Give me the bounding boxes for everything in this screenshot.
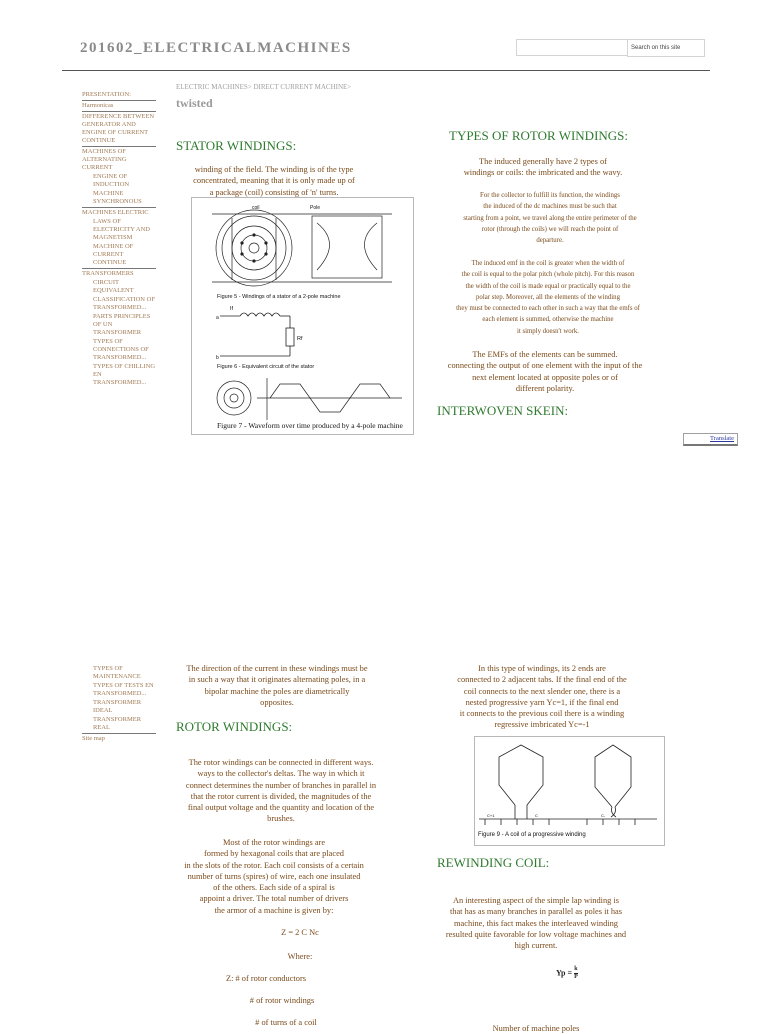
yp-denominator: P <box>574 974 578 980</box>
sidebar-item[interactable]: ENGINE OF INDUCTION <box>93 173 130 188</box>
def-z: Z: # of rotor conductors <box>225 974 306 983</box>
text-line: The direction of the current in these windings must be <box>186 664 368 673</box>
formula: Z = 2 C Nc <box>281 928 319 937</box>
sidebar-item[interactable]: TRANSFORMERS <box>82 268 156 279</box>
sidebar-nav-lower <box>82 665 156 744</box>
stator-heading: STATOR WINDINGS: <box>176 138 297 153</box>
text-line: resulted quite favorable for low voltage machines and <box>445 929 627 939</box>
text-line: it simply doesn't work. <box>516 327 580 335</box>
sidebar-item[interactable]: MACHINES ELECTRIC <box>82 207 156 218</box>
text-line: rotor (through the coils) we will reach the point of <box>481 225 619 233</box>
text-line: ways to the collector's deltas. The way in which it <box>197 769 365 779</box>
rewinding-heading: REWINDING COIL: <box>437 855 550 870</box>
sidebar-item[interactable]: MACHINES OF ALTERNATING CURRENT <box>82 146 156 173</box>
sidebar-nav <box>82 91 156 388</box>
direction-paragraph <box>176 663 378 708</box>
def-c: # of rotor windings <box>249 996 315 1005</box>
text-line: windings or coils: the imbricated and the wavy. <box>463 168 623 178</box>
site-title[interactable]: 201602_ELECTRICALMACHINES <box>80 40 352 56</box>
fig9-cm-label: C- <box>601 813 606 818</box>
stator-diagram <box>192 198 413 434</box>
rf-label: Rf <box>297 336 303 342</box>
fig7-caption: Figure 7 - Waveform over time produced by a 4-pole machine <box>217 421 403 430</box>
text-line: next element located at opposite poles or of <box>472 372 618 382</box>
fig5-caption: Figure 5 - Windings of a stator of a 2-pole machine <box>217 294 341 300</box>
sidebar-item[interactable]: TYPES OF TESTS EN TRANSFORMED... <box>93 682 154 697</box>
sidebar-item[interactable]: PARTS PRINCIPLES OF UN TRANSFORMER <box>93 313 151 336</box>
stator-figures <box>191 197 414 435</box>
text-line: that the rotor current is divided, the magnitudes of the <box>190 791 372 801</box>
sidebar-item[interactable]: MACHINE OF CURRENT CONTINUE <box>93 243 134 266</box>
text-line: the width of the coil is made equal or practically equal to the <box>465 282 631 290</box>
sidebar-item[interactable]: Harmonicas <box>82 100 156 111</box>
lap-paragraph <box>436 663 648 731</box>
def-nc: # of turns of a coil <box>255 1018 317 1027</box>
search-button[interactable]: Search on this site <box>627 39 705 57</box>
text-line: winding of the field. The winding is of the type <box>194 165 354 174</box>
text-line: The rotor windings can be connected in different ways. <box>188 758 374 767</box>
text-line: formed by hexagonal coils that are placed <box>204 849 344 859</box>
fig9-c1-label: C+1 <box>487 813 495 818</box>
text-line: it connects to the previous coil there is a winding <box>459 709 625 719</box>
sidebar-item[interactable]: PRESENTATION: <box>82 91 131 98</box>
pole-label: Pole <box>310 205 321 211</box>
fig9-caption: Figure 9 - A coil of a progressive winding <box>478 832 586 838</box>
text-line: coil connects to the next slender one, there is a <box>463 686 621 696</box>
sidebar-item[interactable]: TRANSFORMER REAL <box>93 716 142 731</box>
text-line: departure. <box>536 237 564 245</box>
text-line: The induced emf in the coil is greater when the width of <box>471 260 625 267</box>
where-label: Where: <box>287 952 313 961</box>
if-label: If <box>230 306 234 312</box>
text-line: machine, this fact makes the interleaved winding <box>454 918 618 928</box>
fig9-c-label: C <box>535 813 538 818</box>
rewinding-paragraph <box>436 895 636 951</box>
text-line: the armor of a machine is given by: <box>214 905 334 915</box>
text-line: high current. <box>514 941 558 951</box>
sidebar-item[interactable]: LAWS OF ELECTRICITY AND MAGNETISM <box>93 218 150 241</box>
text-line: connecting the output of one element with the input of the <box>447 361 643 371</box>
progressive-coil-diagram <box>475 737 664 845</box>
terminal-b: b <box>216 355 219 361</box>
sidebar-item[interactable]: TRANSFORMER IDEAL <box>93 699 142 714</box>
text-line: different polarity. <box>515 383 575 393</box>
text-line: concentrated, meaning that it is only made up of <box>193 176 355 186</box>
stator-paragraph <box>176 164 372 198</box>
yp-formula <box>556 966 578 981</box>
text-line: In this type of windings, its 2 ends are <box>478 664 606 673</box>
search-input[interactable] <box>516 39 628 56</box>
text-line: connected to 2 adjacent tabs. If the final end of the <box>457 675 627 685</box>
text-line: a package (coil) consisting of 'n' turns. <box>209 187 339 197</box>
sidebar-item[interactable]: TYPES OF CONNECTIONS OF TRANSFORMED... <box>93 338 149 361</box>
text-line: bipolar machine the poles are diametrically <box>204 686 350 696</box>
types-paragraph-3 <box>436 258 660 337</box>
types-paragraph-4 <box>437 349 653 394</box>
yp-lhs: Yp = <box>556 968 573 978</box>
text-line: brushes. <box>267 814 295 824</box>
text-line: of the others. Each side of a spiral is <box>213 883 335 893</box>
text-line: final output voltage and the quantity and location of the <box>187 803 375 813</box>
types-paragraph-1 <box>437 156 649 179</box>
interwoven-heading: INTERWOVEN SKEIN: <box>437 403 569 418</box>
text-line: An interesting aspect of the simple lap winding is <box>452 896 620 905</box>
terminal-a: a <box>216 315 219 321</box>
sidebar-item[interactable]: CIRCUIT EQUIVALENT <box>93 279 134 294</box>
text-line: the coil is equal to the polar pitch (whole pitch). For this reason <box>461 271 635 279</box>
text-line: they must be connected to each other in such a way that the emfs of <box>456 305 640 313</box>
text-line: connect determines the number of branches in parallel in <box>185 780 377 790</box>
text-line: nested progressive yarn Yc=1, if the final end <box>465 697 619 707</box>
text-line: in such a way that it originates alternating poles, in a <box>188 675 366 685</box>
text-line: appoint a driver. The total number of drivers <box>199 894 349 904</box>
page-title: twisted <box>176 96 213 110</box>
sidebar-item[interactable]: Site map <box>82 733 156 744</box>
types-paragraph-2 <box>437 190 663 246</box>
text-line: regressive imbricated Yc=-1 <box>494 720 590 730</box>
yp-numerator: k <box>574 966 578 972</box>
text-line: For the collector to fulfill its function, the windings <box>480 192 620 199</box>
translate-button[interactable]: Translate <box>683 433 738 446</box>
sidebar-item[interactable]: CLASSIFICATION OF TRANSFORMED... <box>93 296 155 311</box>
text-line: opposites. <box>260 697 294 707</box>
text-line: The induced generally have 2 types of <box>479 157 607 166</box>
coil-label: coil <box>252 205 260 211</box>
text-line: the induced of the dc machines must be such that <box>483 203 617 211</box>
text-line: polar step. Moreover, all the elements of the winding <box>476 293 620 301</box>
text-line: each element is summed, otherwise the machine <box>482 316 614 324</box>
rotor-paragraph-2 <box>172 837 376 916</box>
sidebar-item[interactable]: TYPES OF CHILLING EN TRANSFORMED... <box>93 363 156 386</box>
sidebar-item[interactable]: TYPES OF MAINTENANCE <box>93 665 141 680</box>
sidebar-item[interactable]: MACHINE SYNCHRONOUS <box>93 190 142 205</box>
rotor-heading: ROTOR WINDINGS: <box>176 719 293 734</box>
header-divider <box>62 70 710 71</box>
fig6-caption: Figure 6 - Equivalent circuit of the stator <box>217 364 315 370</box>
rotor-paragraph-1 <box>174 757 388 825</box>
text-line: Most of the rotor windings are <box>222 838 326 847</box>
breadcrumb[interactable]: ELECTRIC MACHINES> DIRECT CURRENT MACHINE> <box>176 83 352 91</box>
text-line: starting from a point, we travel along the entire perimeter of the <box>463 214 637 222</box>
text-line: that has as many branches in parallel as poles it has <box>449 907 623 917</box>
text-line: number of turns (spires) of wire, each one insulated <box>187 871 361 881</box>
types-heading: TYPES OF ROTOR WINDINGS: <box>449 128 629 143</box>
text-line: in the slots of the rotor. Each coil consists of a certain <box>184 860 364 870</box>
poles-text: Number of machine poles <box>492 1024 580 1033</box>
fig9-figure <box>474 736 665 846</box>
sidebar-item[interactable]: DIFFERENCE BETWEEN GENERATOR AND ENGINE OF CURRENT CONTINUE <box>82 113 155 144</box>
text-line: The EMFs of the elements can be summed. <box>472 350 618 359</box>
